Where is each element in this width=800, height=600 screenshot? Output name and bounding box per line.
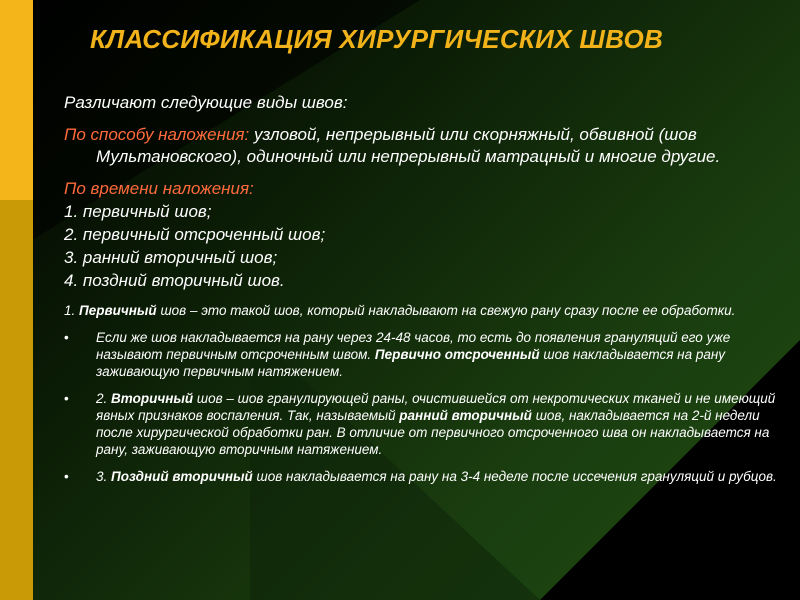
slide-title: КЛАССИФИКАЦИЯ ХИРУРГИЧЕСКИХ ШВОВ xyxy=(90,24,664,54)
time-label: По времени наложения: xyxy=(64,179,254,198)
detail-number: 3. xyxy=(96,469,112,484)
details-section xyxy=(64,302,796,485)
list-item: 3. ранний вторичный шов; xyxy=(64,248,278,267)
list-item: 2. первичный отсроченный шов; xyxy=(64,225,326,244)
detail-delayed xyxy=(64,329,796,380)
detail-term: Вторичный xyxy=(111,391,194,406)
detail-number: 1. xyxy=(64,303,80,318)
detail-number: 2. xyxy=(96,391,112,406)
bullet-icon: • xyxy=(64,330,69,345)
bullet-icon: • xyxy=(64,469,69,484)
detail-term: Поздний вторичный xyxy=(111,469,253,484)
list-item: 1. первичный шов; xyxy=(64,202,212,221)
accent-bar-bottom xyxy=(0,200,33,600)
accent-bar-top xyxy=(0,0,33,200)
detail-term: Первичный xyxy=(79,303,157,318)
detail-text: шов – шов гранулирующей раны, очистившейся от некротических тканей и не имеющий явных признаков воспаления. Так, называемый xyxy=(96,391,776,423)
method-paragraph xyxy=(64,124,796,168)
detail-late-secondary xyxy=(64,468,796,485)
detail-text: шов, накладывается на 2-й недели после хирургической обработки ран. В отличие от первичного отсроченного шва он накладывается на рану, заживающую вторичным натяжением. xyxy=(96,408,770,457)
detail-text: шов накладывается на рану на 3-4 неделе после иссечения грануляций и рубцов. xyxy=(252,469,777,484)
detail-text: шов – это такой шов, который накладывают на свежую рану сразу после ее обработки. xyxy=(156,303,736,318)
detail-text: шов накладывается на рану заживающую первичным натяжением. xyxy=(96,347,726,379)
slide-content xyxy=(64,92,796,495)
method-text: узловой, непрерывный или скорняжный, обвивной (шов Мультановского), одиночный или непрерывный матрацный и многие другие. xyxy=(96,125,721,166)
method-label: По способу наложения: xyxy=(64,125,250,144)
list-item: 4. поздний вторичный шов. xyxy=(64,271,285,290)
detail-text: Если же шов накладывается на рану через 24-48 часов, то есть до появления грануляций его уже называют первичным отсроченным швом. xyxy=(96,330,731,362)
detail-term: Первично отсроченный xyxy=(374,347,540,362)
detail-term: ранний вторичный xyxy=(399,408,532,423)
detail-secondary xyxy=(64,390,796,458)
time-list xyxy=(64,200,796,292)
bullet-icon: • xyxy=(64,391,69,406)
detail-primary xyxy=(64,302,796,319)
intro-text: Различают следующие виды швов: xyxy=(64,93,348,112)
